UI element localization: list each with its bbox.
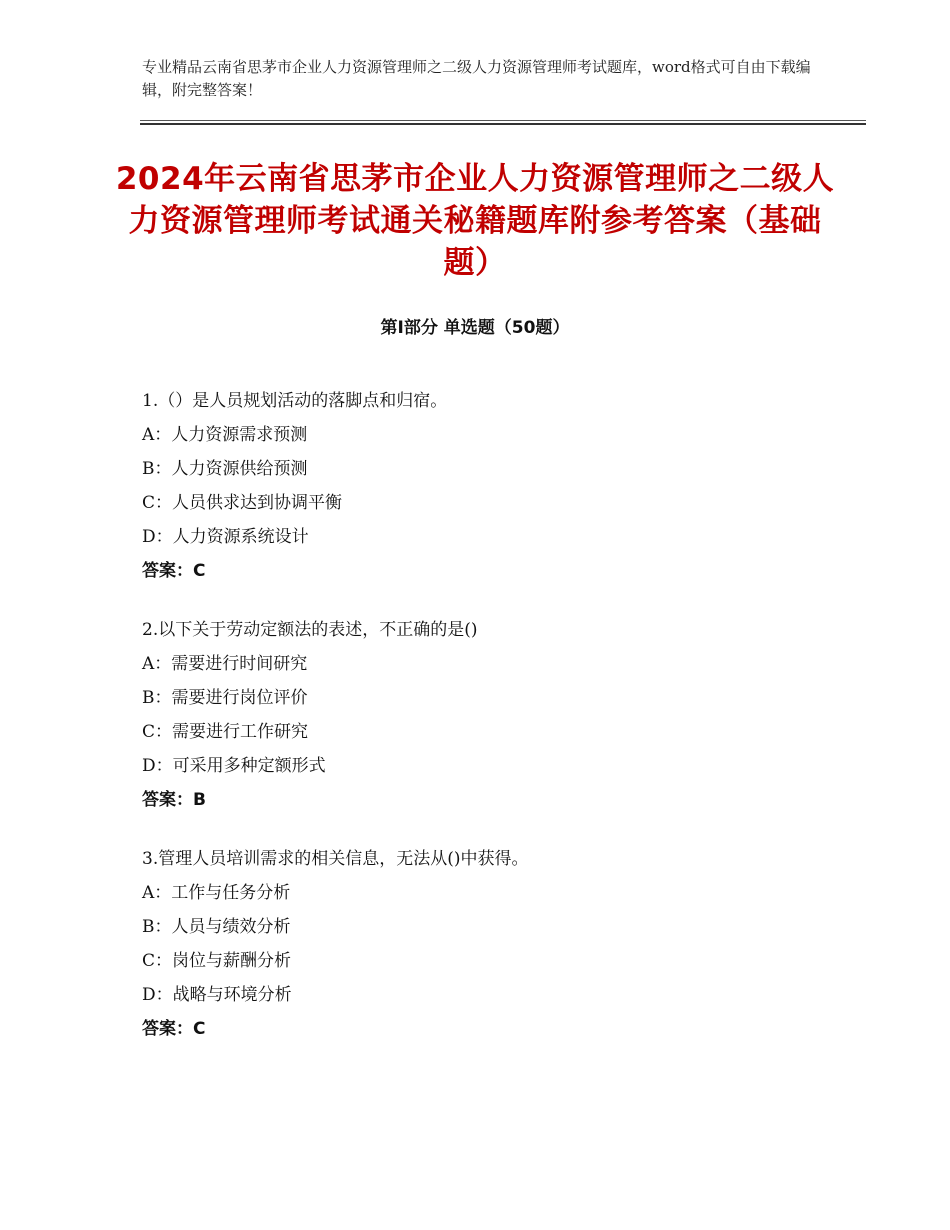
question-stem: 3.管理人员培训需求的相关信息，无法从()中获得。 <box>142 849 529 869</box>
option-c: C：岗位与薪酬分析 <box>142 951 292 971</box>
option-b: B：人力资源供给预测 <box>142 459 308 479</box>
option-b: B：人员与绩效分析 <box>142 917 291 937</box>
document-title: 2024年云南省思茅市企业人力资源管理师之二级人力资源管理师考试通关秘籍题库附参考答案（基础题） <box>115 161 835 281</box>
header-divider <box>140 120 866 125</box>
section-title: 第Ⅰ部分 单选题（50题） <box>380 318 570 338</box>
answer: 答案：C <box>142 561 206 581</box>
option-d: D：人力资源系统设计 <box>142 527 309 547</box>
question-stem: 2.以下关于劳动定额法的表述，不正确的是() <box>142 620 478 640</box>
option-a: A：人力资源需求预测 <box>142 425 308 445</box>
question-2 <box>142 613 842 817</box>
option-d: D：可采用多种定额形式 <box>142 756 326 776</box>
option-a: A：工作与任务分析 <box>142 883 291 903</box>
question-1 <box>142 384 842 588</box>
option-b: B：需要进行岗位评价 <box>142 688 308 708</box>
answer: 答案：C <box>142 1019 206 1039</box>
option-c: C：人员供求达到协调平衡 <box>142 493 343 513</box>
question-stem: 1.（）是人员规划活动的落脚点和归宿。 <box>142 391 448 411</box>
option-d: D：战略与环境分析 <box>142 985 292 1005</box>
option-c: C：需要进行工作研究 <box>142 722 309 742</box>
question-list <box>142 384 842 1071</box>
option-a: A：需要进行时间研究 <box>142 654 308 674</box>
header-note: 专业精品云南省思茅市企业人力资源管理师之二级人力资源管理师考试题库，word格式可自由下载编辑，附完整答案！ <box>142 58 811 99</box>
question-3 <box>142 842 842 1046</box>
answer: 答案：B <box>142 790 206 810</box>
